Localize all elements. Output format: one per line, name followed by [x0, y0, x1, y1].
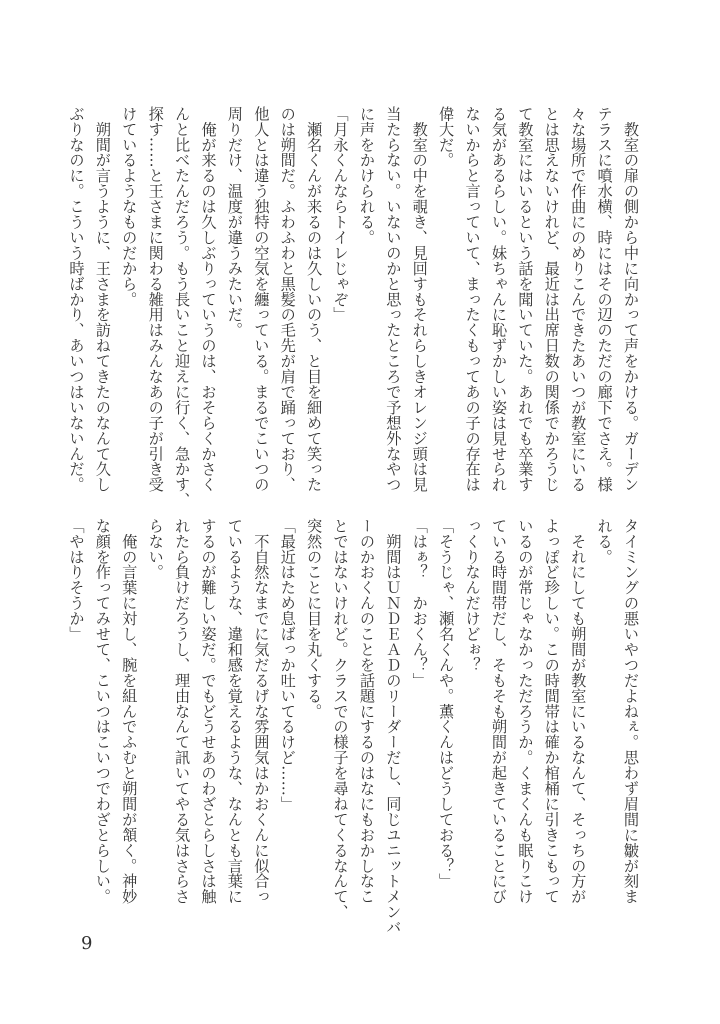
text-line: ている時間帯だし、そもそも朔間が起きていることにび [489, 518, 508, 905]
text-line: ないからと言っていて、まったくもってあの子の存在は [463, 106, 482, 493]
text-line: 探す……と王さまに関わる雑用はみんなあの子が引き受 [146, 106, 165, 493]
text-line: 周りだけ、温度が違うみたいだ。 [225, 106, 244, 338]
text-line: 「最近はため息ばっか吐いてるけど……」 [278, 518, 297, 812]
text-line: て教室にはいるという話を聞いていた。あれでも卒業す [516, 106, 535, 493]
text-line: 「やはりそうか」 [67, 518, 86, 642]
text-line: けているようなものだから。 [120, 106, 139, 307]
text-line: ーのかおくんのことを話題にするのはなにもおかしなこ [357, 518, 376, 905]
text-line: とは思えないけれど、最近は出席日数の関係でかろうじ [542, 106, 561, 493]
text-line: 俺の言葉に対し、腕を組んでふむと朔間が頷く。神妙 [120, 518, 139, 905]
text-line: ているような、違和感を覚えるような、なんとも言葉に [225, 518, 244, 905]
text-line: 瀬名くんが来るのは久しいのう、と目を細めて笑った [305, 106, 324, 493]
text-line: れる。 [595, 518, 614, 565]
text-line: 当たらない。いないのかと思ったところで予想外なやつ [384, 106, 403, 493]
text-line: タイミングの悪いやつだよねぇ。思わず眉間に皺が刻ま [622, 518, 640, 905]
text-line: 「はぁ？ かおくん？」 [410, 518, 429, 688]
text-line: 教室の扉の側から中に向かって声をかける。ガーデン [622, 106, 640, 493]
text-line: 不自然なまでに気だるげな雰囲気はかおくんに似合っ [252, 518, 271, 905]
text-line: んと比べたんだろう。もう長いこと迎えに行く、急かす、 [173, 106, 192, 508]
text-line: 教室の中を覗き、見回すもそれらしきオレンジ頭は見 [410, 106, 429, 493]
text-line: れたら負けだろうし、理由なんて訊いてやる気はさらさ [173, 518, 192, 905]
text-line: 偉大だ。 [437, 106, 456, 168]
text-line: ぶりなのに。こういう時ばかり、あいつはいないんだ。 [67, 106, 86, 493]
text-line: 々な場所で作曲にのめりこんできたあいつが教室にいる [569, 106, 588, 493]
text-line: っくりなんだけどぉ？ [463, 518, 482, 673]
bottom-text-block [67, 518, 644, 936]
text-line: 「月永くんならトイレじゃぞ」 [331, 106, 350, 323]
text-line: に声をかけられる。 [357, 106, 376, 246]
text-line: のは朔間だ。ふわふわと黒髪の毛先が肩で踊っており、 [278, 106, 297, 493]
text-line: それにしても朔間が教室にいるなんて、そっちの方が [569, 518, 588, 905]
text-line: 突然のことに目を丸くする。 [305, 518, 324, 719]
page-number: 9 [81, 933, 93, 954]
text-line: するのが難しい姿だ。でもどうせあのわざとらしさは触 [199, 518, 218, 905]
text-line: る気があるらしい。妹ちゃんに恥ずかしい姿は見せられ [489, 106, 508, 493]
text-line: よっぽど珍しい。この時間帯は確か棺桶に引きこもって [542, 518, 561, 905]
top-text-block [67, 106, 644, 508]
text-line: いるのが常じゃなかっただろうか。くまくんも眠りこけ [516, 518, 535, 905]
text-line: テラスに噴水横、時にはその辺のただの廊下でさえ。様 [595, 106, 614, 493]
text-line: 他人とは違う独特の空気を纏っている。まるでこいつの [252, 106, 271, 493]
text-line: とではないけれど。クラスでの様子を尋ねてくるなんて、 [331, 518, 350, 920]
text-line: 俺が来るのは久しぶりっていうのは、おそらくかさく [199, 106, 218, 493]
text-line: 朔間はＵＮＤＥＡＤのリーダーだし、同じユニットメンバ [384, 518, 403, 936]
text-line: 「そうじゃ、瀬名くんや。薫くんはどうしておる？」 [437, 518, 456, 889]
text-line: 朔間が言うように、王さまを訪ねてきたのなんて久し [93, 106, 112, 493]
text-line: らない。 [146, 518, 165, 580]
text-line: な顔を作ってみせて、こいつはこいつでわざとらしい。 [93, 518, 112, 905]
